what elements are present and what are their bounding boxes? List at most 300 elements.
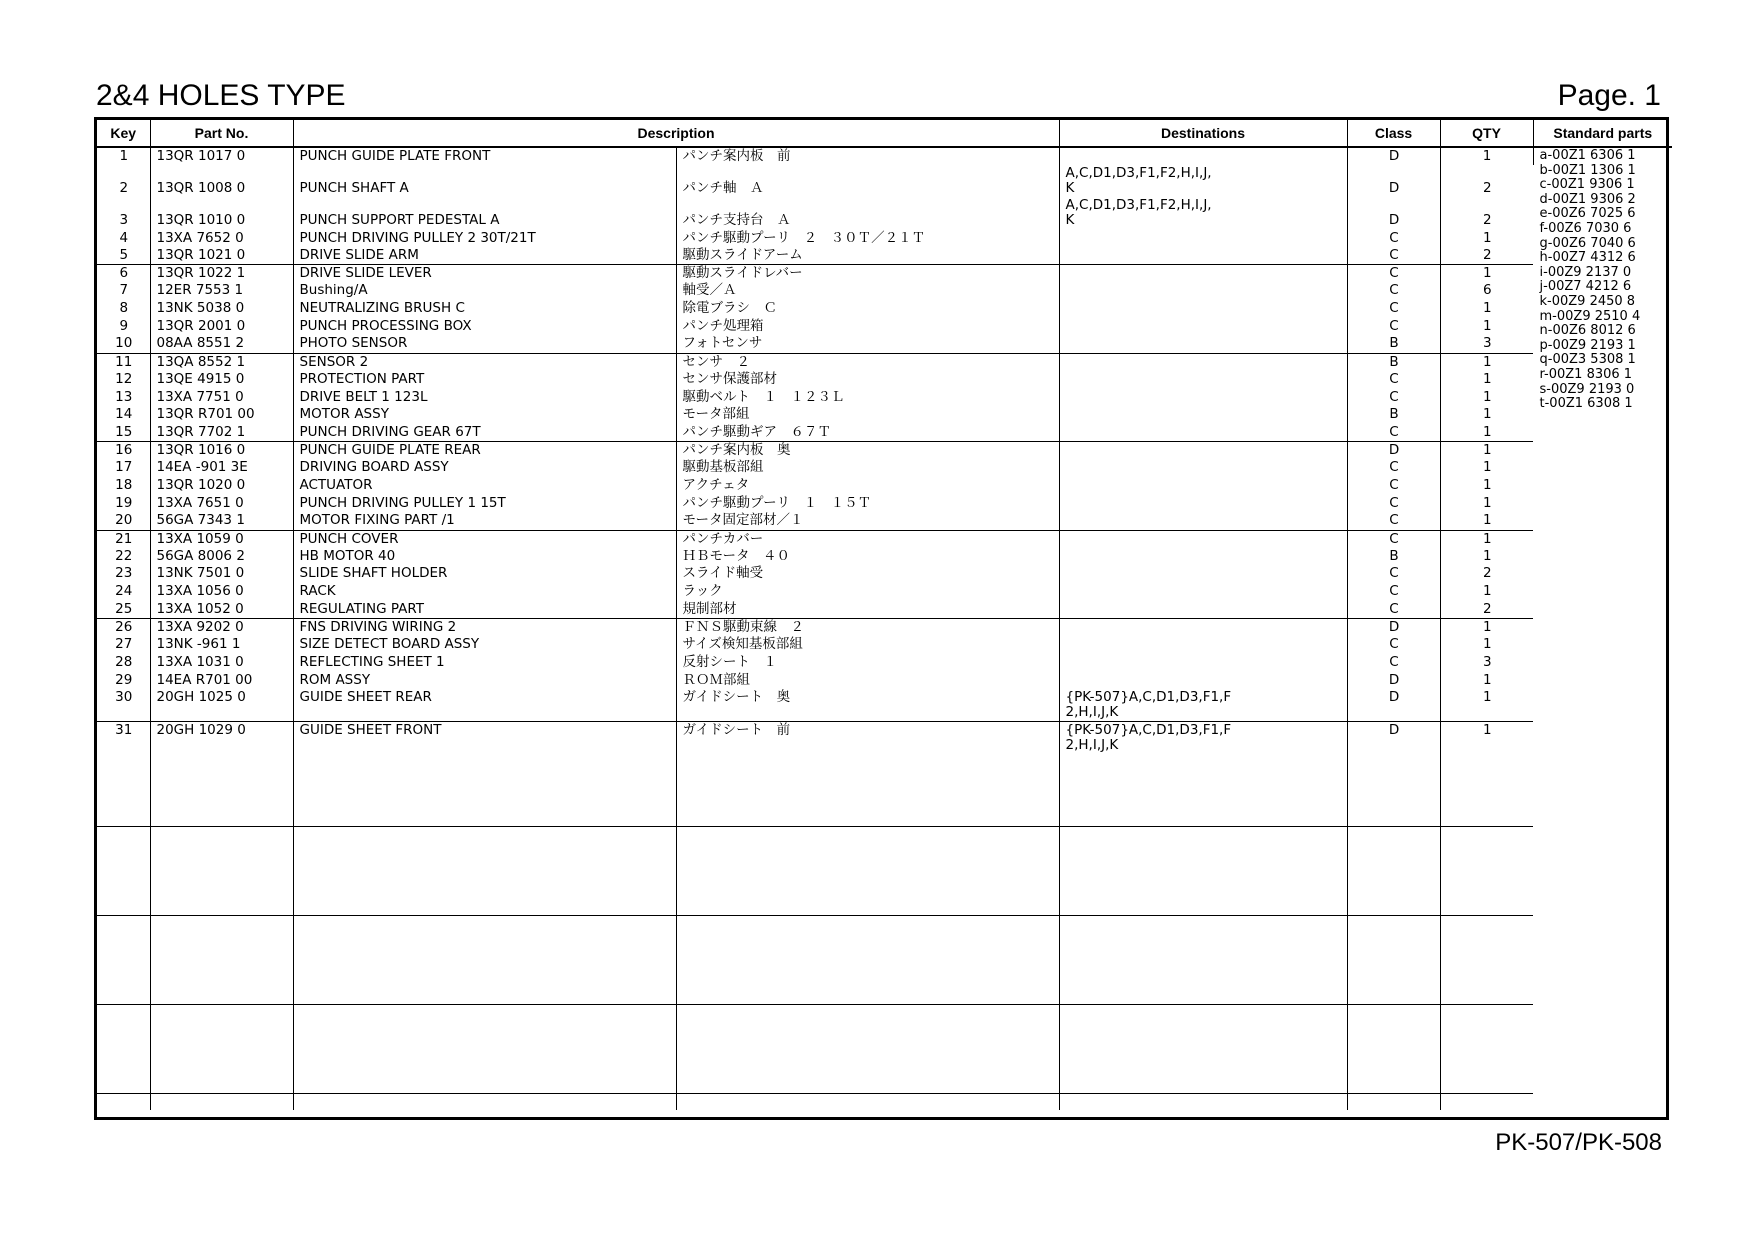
- row-key: 1: [97, 147, 150, 165]
- standard-part-item: n-00Z6 8012 6: [1539, 323, 1636, 339]
- row-key: 3: [97, 197, 150, 229]
- standard-part-item: f-00Z6 7030 6: [1539, 220, 1632, 236]
- row-qty: 1: [1482, 530, 1492, 547]
- row-key: 11: [97, 353, 150, 371]
- row-part-no: 13QR 1021 0: [150, 247, 293, 265]
- table-row: [97, 335, 1672, 353]
- table-row: [97, 265, 1672, 283]
- row-description-jp: サイズ検知基板部組: [676, 636, 1059, 654]
- row-class: C: [1347, 636, 1440, 654]
- row-description-jp: 反射シート １: [676, 654, 1059, 672]
- row-part-no: 56GA 8006 2: [150, 548, 293, 566]
- col-header-description: Description: [293, 120, 1059, 147]
- row-key: 2: [97, 165, 150, 197]
- standard-part-item: d-00Z1 9306 2: [1539, 191, 1636, 207]
- row-destinations: [1059, 282, 1347, 300]
- table-row: [97, 442, 1672, 460]
- empty-cell: [1440, 1005, 1533, 1094]
- empty-cell: [293, 1005, 676, 1094]
- row-description-jp: パンチカバー: [676, 530, 1059, 548]
- row-qty: 3: [1482, 653, 1492, 670]
- row-description-en: PUNCH DRIVING PULLEY 1 15T: [293, 495, 676, 513]
- row-part-no: 13XA 7652 0: [150, 229, 293, 247]
- row-class: C: [1347, 495, 1440, 513]
- row-description-en: HB MOTOR 40: [293, 548, 676, 566]
- row-description-en: PROTECTION PART: [293, 371, 676, 389]
- row-class: D: [1347, 442, 1440, 460]
- row-description-jp: スライド軸受: [676, 565, 1059, 583]
- row-qty: 1: [1482, 230, 1492, 246]
- row-class: C: [1347, 229, 1440, 247]
- row-qty: 1: [1482, 406, 1492, 423]
- empty-cell: [150, 827, 293, 916]
- row-key: 19: [97, 495, 150, 513]
- row-part-no: 13QA 8552 1: [150, 353, 293, 371]
- empty-cell: [1347, 1005, 1440, 1094]
- table-row: [97, 548, 1672, 566]
- table-row: [97, 495, 1672, 513]
- row-qty: 1: [1482, 636, 1492, 653]
- row-class: B: [1347, 406, 1440, 424]
- row-part-no: 13QR 1008 0: [150, 165, 293, 197]
- row-destinations: [1059, 318, 1347, 336]
- destination-line: {PK-507}A,C,D1,D3,F1,F: [1065, 689, 1232, 706]
- row-description-en: PUNCH SHAFT A: [293, 165, 676, 197]
- col-header-key: Key: [97, 120, 150, 147]
- row-description-jp: パンチ軸 Ａ: [676, 165, 1059, 197]
- row-part-no: 13XA 1056 0: [150, 583, 293, 601]
- row-description-jp: ガイドシート 奥: [676, 689, 1059, 722]
- empty-cell: [293, 1094, 676, 1110]
- row-description-en: Bushing/A: [293, 282, 676, 300]
- empty-cell: [1347, 1094, 1440, 1110]
- table-row: [97, 512, 1672, 530]
- row-description-jp: センサ ２: [676, 353, 1059, 371]
- parts-table: [97, 120, 1672, 1110]
- row-part-no: 13QR 1022 1: [150, 265, 293, 283]
- table-row: [97, 165, 1672, 197]
- row-part-no: 13XA 9202 0: [150, 618, 293, 636]
- row-class: D: [1347, 618, 1440, 636]
- row-class: C: [1347, 265, 1440, 283]
- empty-cell: [676, 827, 1059, 916]
- row-key: 17: [97, 459, 150, 477]
- row-class: C: [1347, 530, 1440, 548]
- table-row: [97, 636, 1672, 654]
- row-description-en: SIZE DETECT BOARD ASSY: [293, 636, 676, 654]
- row-key: 13: [97, 389, 150, 407]
- row-description-en: RACK: [293, 583, 676, 601]
- parts-table-frame: [94, 117, 1669, 1120]
- row-description-en: PUNCH SUPPORT PEDESTAL A: [293, 197, 676, 229]
- destination-line: K: [1065, 212, 1075, 228]
- row-description-en: NEUTRALIZING BRUSH C: [293, 300, 676, 318]
- row-destinations: [1059, 601, 1347, 619]
- row-part-no: 13NK -961 1: [150, 636, 293, 654]
- empty-row: [97, 916, 1672, 1005]
- row-key: 30: [97, 689, 150, 722]
- row-key: 12: [97, 371, 150, 389]
- row-description-en: MOTOR FIXING PART /1: [293, 512, 676, 530]
- row-class: C: [1347, 512, 1440, 530]
- row-class: C: [1347, 247, 1440, 265]
- row-part-no: 13QR 7702 1: [150, 424, 293, 442]
- row-key: 10: [97, 335, 150, 353]
- table-row: [97, 353, 1672, 371]
- row-part-no: 13QR 1010 0: [150, 197, 293, 229]
- row-qty: 1: [1482, 494, 1492, 511]
- table-row: [97, 477, 1672, 495]
- row-description-en: DRIVE SLIDE ARM: [293, 247, 676, 265]
- row-part-no: 13QR 1020 0: [150, 477, 293, 495]
- row-description-en: PUNCH GUIDE PLATE FRONT: [293, 147, 676, 165]
- row-key: 28: [97, 654, 150, 672]
- empty-cell: [97, 827, 150, 916]
- model-footer: PK-507/PK-508: [1495, 1129, 1662, 1156]
- row-description-en: DRIVE BELT 1 123L: [293, 389, 676, 407]
- table-row: [97, 282, 1672, 300]
- standard-part-item: t-00Z1 6308 1: [1539, 396, 1633, 412]
- row-part-no: 13XA 1031 0: [150, 654, 293, 672]
- table-row: [97, 389, 1672, 407]
- row-qty: 1: [1482, 370, 1492, 387]
- row-description-en: PUNCH PROCESSING BOX: [293, 318, 676, 336]
- standard-part-item: s-00Z9 2193 0: [1539, 381, 1635, 397]
- row-key: 14: [97, 406, 150, 424]
- row-description-en: GUIDE SHEET REAR: [293, 689, 676, 722]
- row-destinations: [1059, 512, 1347, 530]
- standard-part-item: a-00Z1 6306 1: [1539, 148, 1636, 163]
- row-description-en: SENSOR 2: [293, 353, 676, 371]
- table-row: [97, 300, 1672, 318]
- row-key: 23: [97, 565, 150, 583]
- standard-part-item: e-00Z6 7025 6: [1539, 206, 1636, 222]
- row-class: D: [1347, 165, 1440, 197]
- empty-cell: [1059, 1094, 1347, 1110]
- row-part-no: 13XA 7651 0: [150, 495, 293, 513]
- row-key: 7: [97, 282, 150, 300]
- row-class: C: [1347, 583, 1440, 601]
- row-class: C: [1347, 424, 1440, 442]
- row-destinations: [1059, 229, 1347, 247]
- row-qty: 1: [1482, 583, 1492, 600]
- destination-line: {PK-507}A,C,D1,D3,F1,F: [1065, 722, 1232, 739]
- row-description-jp: 駆動スライドレバー: [676, 265, 1059, 283]
- row-description-en: PUNCH COVER: [293, 530, 676, 548]
- row-key: 5: [97, 247, 150, 265]
- row-description-en: MOTOR ASSY: [293, 406, 676, 424]
- table-row: [97, 424, 1672, 442]
- table-row: [97, 530, 1672, 548]
- row-destinations: [1059, 565, 1347, 583]
- empty-cell: [97, 1005, 150, 1094]
- row-part-no: 20GH 1029 0: [150, 722, 293, 827]
- table-row: [97, 229, 1672, 247]
- row-description-jp: 駆動基板部組: [676, 459, 1059, 477]
- col-header-qty: QTY: [1440, 120, 1533, 147]
- row-key: 27: [97, 636, 150, 654]
- row-class: C: [1347, 389, 1440, 407]
- col-header-part-no: Part No.: [150, 120, 293, 147]
- row-description-en: PUNCH GUIDE PLATE REAR: [293, 442, 676, 460]
- row-destinations: [1059, 335, 1347, 353]
- empty-cell: [676, 1094, 1059, 1110]
- empty-cell: [1347, 916, 1440, 1005]
- row-class: C: [1347, 654, 1440, 672]
- row-description-jp: パンチ案内板 前: [676, 147, 1059, 165]
- table-row: [97, 672, 1672, 690]
- empty-cell: [1059, 916, 1347, 1005]
- row-destinations: [1059, 722, 1347, 827]
- standard-part-item: h-00Z7 4312 6: [1539, 250, 1636, 266]
- table-row: [97, 722, 1672, 827]
- empty-row: [97, 1094, 1672, 1110]
- row-description-en: PHOTO SENSOR: [293, 335, 676, 353]
- destination-line: A,C,D1,D3,F1,F2,H,I,J,: [1065, 197, 1212, 213]
- table-row: [97, 406, 1672, 424]
- col-header-class: Class: [1347, 120, 1440, 147]
- standard-part-item: j-00Z7 4212 6: [1539, 279, 1632, 295]
- row-key: 16: [97, 442, 150, 460]
- row-destinations: [1059, 147, 1347, 165]
- row-description-en: PUNCH DRIVING PULLEY 2 30T/21T: [293, 229, 676, 247]
- row-qty: 1: [1482, 317, 1492, 334]
- row-qty: 1: [1482, 265, 1492, 282]
- page-title: 2&4 HOLES TYPE: [96, 79, 346, 112]
- empty-cell: [150, 1094, 293, 1110]
- row-destinations: [1059, 672, 1347, 690]
- row-qty: 1: [1482, 547, 1492, 564]
- empty-cell: [293, 916, 676, 1005]
- row-destinations: [1059, 300, 1347, 318]
- row-description-en: REGULATING PART: [293, 601, 676, 619]
- row-qty: 1: [1440, 512, 1533, 530]
- row-destinations: [1059, 371, 1347, 389]
- row-part-no: 12ER 7553 1: [150, 282, 293, 300]
- row-part-no: 14EA -901 3E: [150, 459, 293, 477]
- row-qty: 2: [1482, 212, 1492, 228]
- standard-part-item: p-00Z9 2193 1: [1539, 337, 1636, 353]
- empty-cell: [676, 916, 1059, 1005]
- row-key: 21: [97, 530, 150, 548]
- row-part-no: 13QE 4915 0: [150, 371, 293, 389]
- row-destinations: [1059, 495, 1347, 513]
- empty-cell: [676, 1005, 1059, 1094]
- table-row: [97, 618, 1672, 636]
- row-qty: 2: [1440, 601, 1533, 619]
- row-class: C: [1347, 318, 1440, 336]
- table-row: [97, 601, 1672, 619]
- row-class: B: [1347, 353, 1440, 371]
- row-qty: 1: [1482, 476, 1492, 493]
- row-class: C: [1347, 477, 1440, 495]
- row-destinations: [1059, 247, 1347, 265]
- row-description-jp: パンチ支持台 Ａ: [676, 197, 1059, 229]
- row-description-jp: モータ固定部材／１: [676, 512, 1059, 530]
- row-description-jp: パンチ案内板 奥: [676, 442, 1059, 460]
- row-qty: 2: [1482, 180, 1492, 196]
- row-destinations: [1059, 424, 1347, 442]
- page-number: Page. 1: [1557, 79, 1661, 112]
- destination-line: 2,H,I,J,K: [1065, 737, 1119, 754]
- table-row: [97, 247, 1672, 265]
- row-key: 24: [97, 583, 150, 601]
- row-part-no: 13QR 1016 0: [150, 442, 293, 460]
- row-key: 8: [97, 300, 150, 318]
- standard-part-item: k-00Z9 2450 8: [1539, 293, 1636, 309]
- row-description-jp: 規制部材: [676, 601, 1059, 619]
- row-description-en: ACTUATOR: [293, 477, 676, 495]
- standard-part-item: b-00Z1 1306 1: [1539, 162, 1636, 178]
- row-destinations: [1059, 618, 1347, 636]
- row-key: 26: [97, 618, 150, 636]
- table-header-row: [97, 120, 1672, 147]
- standard-part-item: r-00Z1 8306 1: [1539, 366, 1633, 382]
- row-class: C: [1347, 459, 1440, 477]
- row-qty: 1: [1482, 300, 1492, 317]
- row-destinations: [1059, 406, 1347, 424]
- row-class: C: [1347, 565, 1440, 583]
- table-row: [97, 459, 1672, 477]
- row-destinations: [1059, 459, 1347, 477]
- row-part-no: 13NK 5038 0: [150, 300, 293, 318]
- row-description-en: ROM ASSY: [293, 672, 676, 690]
- row-description-jp: アクチェタ: [676, 477, 1059, 495]
- row-qty: 6: [1482, 282, 1492, 299]
- row-qty: 1: [1482, 353, 1492, 370]
- empty-cell: [97, 1094, 150, 1110]
- row-description-en: REFLECTING SHEET 1: [293, 654, 676, 672]
- row-part-no: 13QR R701 00: [150, 406, 293, 424]
- row-part-no: 13XA 1052 0: [150, 601, 293, 619]
- row-destinations: [1059, 165, 1347, 197]
- row-part-no: 56GA 7343 1: [150, 512, 293, 530]
- row-description-jp: 駆動ベルト １ １２３Ｌ: [676, 389, 1059, 407]
- row-qty: 1: [1482, 442, 1492, 459]
- row-description-en: DRIVING BOARD ASSY: [293, 459, 676, 477]
- empty-cell: [150, 916, 293, 1005]
- table-row: [97, 147, 1672, 165]
- row-class: C: [1347, 300, 1440, 318]
- row-description-jp: ガイドシート 前: [676, 722, 1059, 827]
- destination-line: A,C,D1,D3,F1,F2,H,I,J,: [1065, 165, 1212, 181]
- table-row: [97, 654, 1672, 672]
- row-qty: 1: [1482, 459, 1492, 476]
- row-qty: 1: [1482, 618, 1492, 635]
- standard-part-item: m-00Z9 2510 4: [1539, 308, 1641, 324]
- row-part-no: 13NK 7501 0: [150, 565, 293, 583]
- row-part-no: 13QR 1017 0: [150, 147, 293, 165]
- standard-part-item: g-00Z6 7040 6: [1539, 235, 1636, 251]
- empty-cell: [1440, 1094, 1533, 1110]
- row-part-no: 14EA R701 00: [150, 672, 293, 690]
- row-part-no: 13XA 7751 0: [150, 389, 293, 407]
- empty-cell: [1059, 827, 1347, 916]
- row-description-jp: 駆動スライドアーム: [676, 247, 1059, 265]
- row-qty: 1: [1482, 388, 1492, 405]
- row-class: C: [1347, 371, 1440, 389]
- table-row: [97, 565, 1672, 583]
- row-qty: 2: [1482, 565, 1492, 582]
- empty-row: [97, 827, 1672, 916]
- standard-part-item: i-00Z9 2137 0: [1539, 264, 1632, 280]
- row-class: C: [1347, 601, 1440, 619]
- standard-parts-list: [1533, 147, 1672, 1110]
- standard-part-item: c-00Z1 9306 1: [1539, 177, 1635, 193]
- row-key: 6: [97, 265, 150, 283]
- row-key: 4: [97, 229, 150, 247]
- row-description-jp: ＲＯＭ部組: [676, 672, 1059, 690]
- row-key: 29: [97, 672, 150, 690]
- row-class: D: [1347, 722, 1440, 827]
- row-qty: 1: [1440, 147, 1533, 165]
- row-qty: 2: [1440, 247, 1533, 265]
- row-description-en: DRIVE SLIDE LEVER: [293, 265, 676, 283]
- empty-cell: [1440, 827, 1533, 916]
- row-key: 15: [97, 424, 150, 442]
- row-description-jp: パンチ駆動プーリ １ １５Ｔ: [676, 495, 1059, 513]
- row-destinations: [1059, 548, 1347, 566]
- row-description-jp: 除電ブラシ Ｃ: [676, 300, 1059, 318]
- row-qty: 1: [1440, 689, 1533, 722]
- row-key: 31: [97, 722, 150, 827]
- row-destinations: [1059, 442, 1347, 460]
- empty-cell: [1347, 827, 1440, 916]
- row-destinations: [1059, 265, 1347, 283]
- row-description-jp: 軸受／Ａ: [676, 282, 1059, 300]
- row-part-no: 13XA 1059 0: [150, 530, 293, 548]
- table-row: [97, 318, 1672, 336]
- row-destinations: [1059, 583, 1347, 601]
- row-key: 22: [97, 548, 150, 566]
- row-qty: 1: [1440, 722, 1533, 827]
- empty-cell: [293, 827, 676, 916]
- row-description-en: SLIDE SHAFT HOLDER: [293, 565, 676, 583]
- row-class: D: [1347, 147, 1440, 165]
- row-class: C: [1347, 282, 1440, 300]
- empty-cell: [1059, 1005, 1347, 1094]
- row-description-jp: パンチ処理箱: [676, 318, 1059, 336]
- row-destinations: [1059, 389, 1347, 407]
- destination-line: K: [1065, 180, 1075, 196]
- row-part-no: 20GH 1025 0: [150, 689, 293, 722]
- table-row: [97, 371, 1672, 389]
- row-description-jp: ＨＢモータ ４０: [676, 548, 1059, 566]
- row-destinations: [1059, 197, 1347, 229]
- row-class: D: [1347, 689, 1440, 722]
- row-destinations: [1059, 689, 1347, 722]
- row-description-jp: フォトセンサ: [676, 335, 1059, 353]
- parts-table-body: [97, 147, 1672, 1110]
- row-description-en: FNS DRIVING WIRING 2: [293, 618, 676, 636]
- row-description-en: PUNCH DRIVING GEAR 67T: [293, 424, 676, 442]
- col-header-standard-parts: Standard parts: [1533, 120, 1672, 147]
- empty-cell: [150, 1005, 293, 1094]
- empty-row: [97, 1005, 1672, 1094]
- empty-cell: [1440, 916, 1533, 1005]
- row-part-no: 13QR 2001 0: [150, 318, 293, 336]
- row-key: 20: [97, 512, 150, 530]
- row-description-jp: パンチ駆動ギア ６７Ｔ: [676, 424, 1059, 442]
- table-row: [97, 197, 1672, 229]
- row-class: D: [1347, 197, 1440, 229]
- row-destinations: [1059, 654, 1347, 672]
- row-description-jp: パンチ駆動プーリ ２ ３０Ｔ／２１Ｔ: [676, 229, 1059, 247]
- row-qty: 1: [1440, 424, 1533, 442]
- standard-part-item: q-00Z3 5308 1: [1539, 352, 1636, 368]
- row-destinations: [1059, 636, 1347, 654]
- row-part-no: 08AA 8551 2: [150, 335, 293, 353]
